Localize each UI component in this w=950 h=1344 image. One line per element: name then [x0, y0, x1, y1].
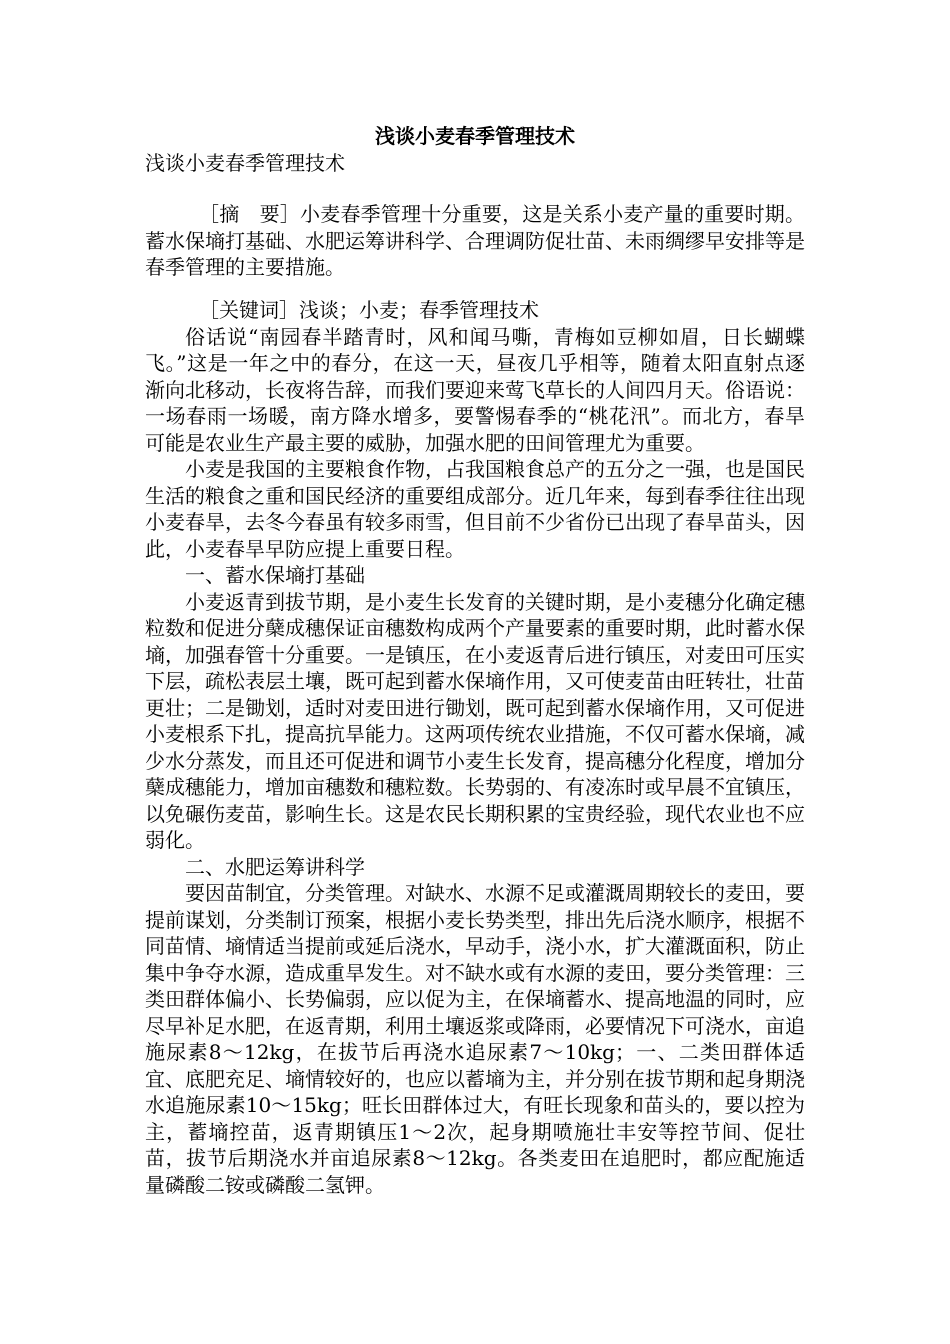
body-paragraph: 要因苗制宜，分类管理。对缺水、水源不足或灌溉周期较长的麦田，要提前谋划，分类制订预案，根据小麦长势类型，排出先后浇水顺序，根据不同苗情、墒情适当提前或延后浇水，早动手，浇小水，扩大灌溉面积，防止集中争夺水源，造成重旱发生。对不缺水或有水源的麦田，要分类管理：三类田群体偏小、长势偏弱，应以促为主，在保墒蓄水、提高地温的同时，应尽早补足水肥，在返青期，利用土壤返浆或降雨，必要情况下可浇水，亩追施尿素8～12kg，在拔节后再浇水追尿素7～10kg；一、二类田群体适宜、底肥充足、墒情较好的，也应以蓄墒为主，并分别在拔节期和起身期浇水追施尿素10～15kg；旺长田群体过大，有旺长现象和苗头的，要以控为主，蓄墒控苗，返青期镇压1～2次，起身期喷施壮丰安等控节间、促壮苗，拔节后期浇水并亩追尿素8～12kg。各类麦田在追肥时，都应配施适量磷酸二铵或磷酸二氢钾。: [145, 881, 805, 1197]
body-paragraph: 小麦是我国的主要粮食作物，占我国粮食总产的五分之一强，也是国民生活的粮食之重和国民经济的重要组成部分。近几年来，每到春季往往出现小麦春旱，去冬今春虽有较多雨雪，但目前不少省份已出现了春旱苗头，因此，小麦春旱早防应提上重要日程。: [145, 457, 805, 561]
abstract-text: ［摘 要］小麦春季管理十分重要，这是关系小麦产量的重要时期。蓄水保墒打基础、水肥运筹讲科学、合理调防促壮苗、未雨绸缪早安排等是春季管理的主要措施。: [145, 202, 805, 279]
body-section: [145, 297, 805, 1198]
section-heading: 一、蓄水保墒打基础: [185, 563, 365, 587]
keywords-line: ［关键词］浅谈；小麦；春季管理技术: [199, 298, 539, 322]
body-paragraph: 俗话说“南园春半踏青时，风和闻马嘶，青梅如豆柳如眉，日长蝴蝶飞。”这是一年之中的春分，在这一天，昼夜几乎相等，随着太阳直射点逐渐向北移动，长夜将告辞，而我们要迎来莺飞草长的人间四月天。俗语说：一场春雨一场暖，南方降水增多，要警惕春季的“桃花汛”。而北方，春旱可能是农业生产最主要的威胁，加强水肥的田间管理尤为重要。: [145, 324, 805, 455]
body-paragraph: 小麦返青到拔节期，是小麦生长发育的关键时期，是小麦穗分化确定穗粒数和促进分蘖成穗保证亩穗数构成两个产量要素的重要时期，此时蓄水保墒，加强春管十分重要。一是镇压，在小麦返青后进行镇压，对麦田可压实下层，疏松表层土壤，既可起到蓄水保墒作用，又可使麦苗由旺转壮，壮苗更壮；二是锄划，适时对麦田进行锄划，既可起到蓄水保墒作用，又可促进小麦根系下扎，提高抗旱能力。这两项传统农业措施，不仅可蓄水保墒，减少水分蒸发，而且还可促进和调节小麦生长发育，提高穗分化程度，增加分蘖成穗能力，增加亩穗数和穗粒数。长势弱的、有凌冻时或早晨不宜镇压，以免碾伤麦苗，影响生长。这是农民长期积累的宝贵经验，现代农业也不应弱化。: [145, 589, 805, 852]
document-subtitle: 浅谈小麦春季管理技术: [145, 151, 345, 175]
section-heading: 二、水肥运筹讲科学: [185, 854, 365, 879]
document-title: 浅谈小麦春季管理技术: [375, 124, 575, 148]
abstract-section: [145, 201, 805, 281]
